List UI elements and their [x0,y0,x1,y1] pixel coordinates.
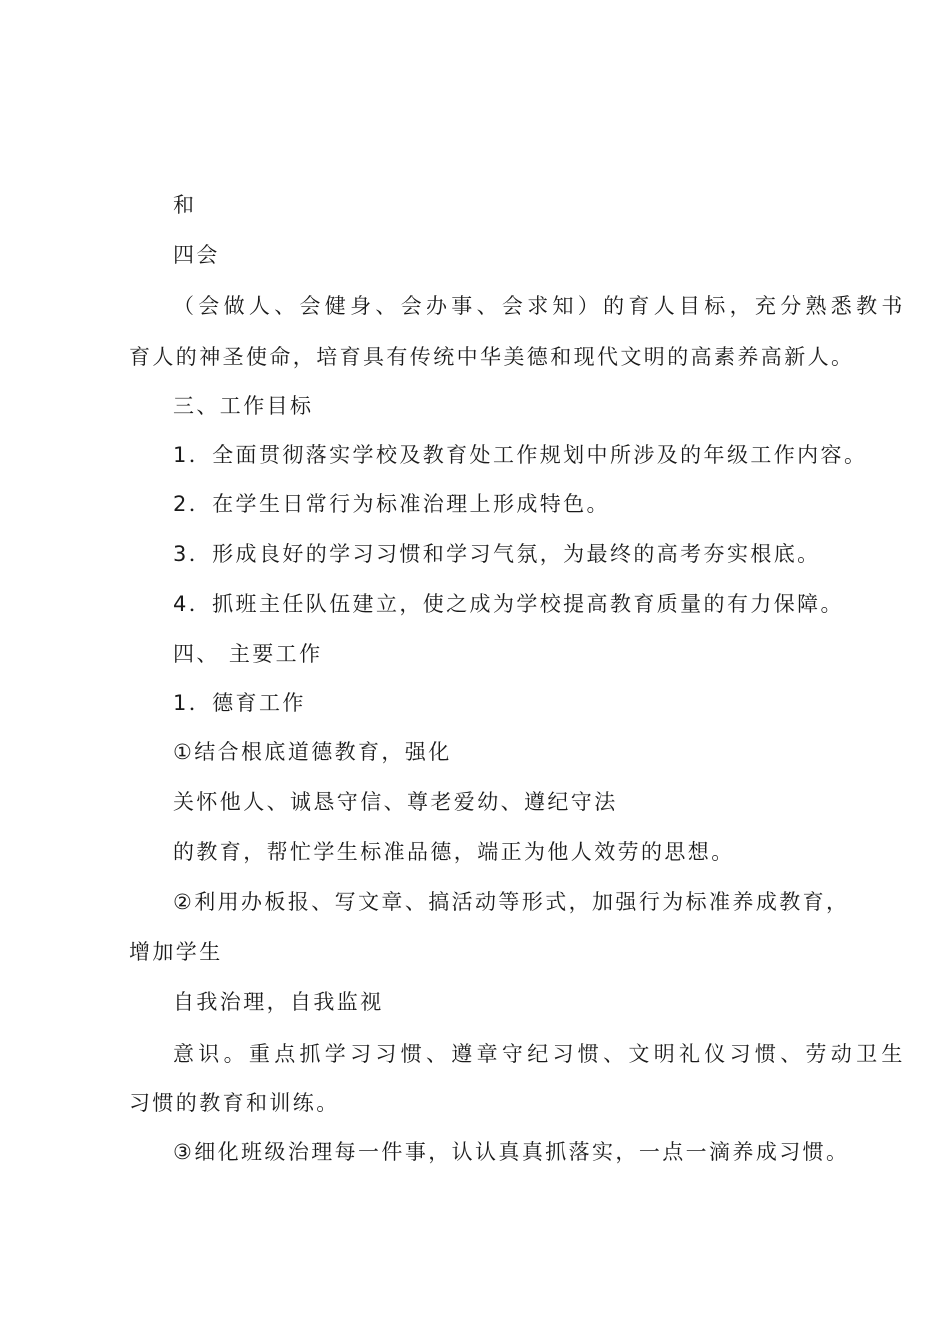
heading-main-work: 四、 主要工作 [173,642,323,666]
list-item-goal-2: 2．在学生日常行为标准治理上形成特色。 [173,492,610,516]
list-item-goal-3: 3．形成良好的学习习惯和学习气氛，为最终的高考夯实根底。 [173,542,821,566]
text-line-goal-2: 育人的神圣使命，培育具有传统中华美德和现代文明的高素养高新人。 [129,345,855,369]
heading-work-goals: 三、工作目标 [173,394,314,418]
text-line-item-3: ③细化班级治理每一件事，认认真真抓落实，一点一滴养成习惯。 [173,1140,850,1164]
text-line-sihui: 四会 [173,243,220,267]
text-line-item-2c: 自我治理，自我监视 [173,990,384,1014]
text-line-he: 和 [173,193,197,217]
text-line-item-2b: 增加学生 [129,940,223,964]
text-line-item-2e: 习惯的教育和训练。 [129,1091,340,1115]
subheading-moral-education: 1．德育工作 [173,691,306,715]
text-line-goal-1: （会做人、会健身、会办事、会求知）的育人目标，充分熟悉教书 [173,294,907,318]
list-item-goal-4: 4．抓班主任队伍建立，使之成为学校提高教育质量的有力保障。 [173,592,844,616]
list-item-goal-1: 1．全面贯彻落实学校及教育处工作规划中所涉及的年级工作内容。 [173,443,868,467]
text-line-item-1c: 的教育，帮忙学生标准品德，端正为他人效劳的思想。 [173,840,735,864]
text-line-item-1b: 关怀他人、诚恳守信、尊老爱幼、遵纪守法 [173,790,618,814]
text-line-item-2a: ②利用办板报、写文章、搞活动等形式，加强行为标准养成教育， [173,890,850,914]
text-line-item-1a: ①结合根底道德教育，强化 [173,740,452,764]
text-line-item-2d: 意识。重点抓学习习惯、遵章守纪习惯、文明礼仪习惯、劳动卫生 [173,1042,907,1066]
